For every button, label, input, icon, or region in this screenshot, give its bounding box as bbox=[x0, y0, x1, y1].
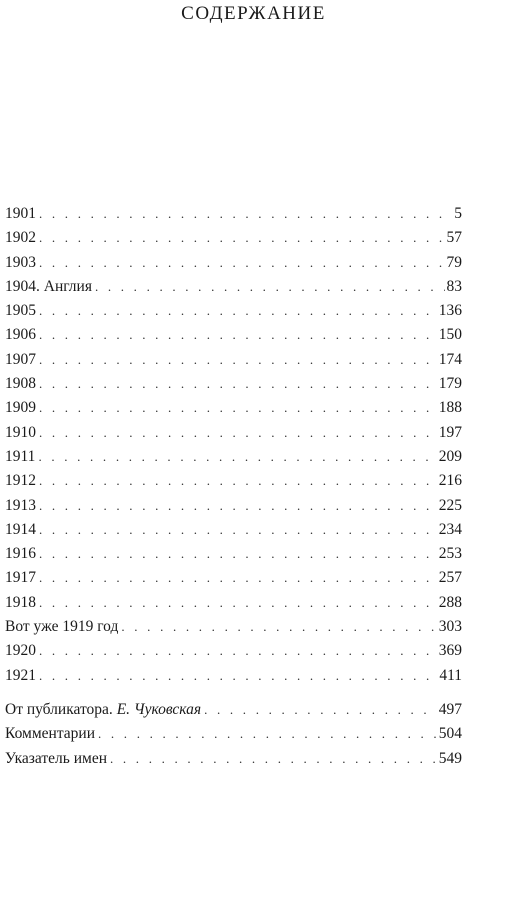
toc-dot-leader bbox=[39, 639, 437, 663]
toc-entry bbox=[5, 445, 462, 469]
toc-dot-leader bbox=[39, 518, 437, 542]
toc-entry-label bbox=[5, 566, 39, 590]
toc-entry-author: Е. Чуковская bbox=[116, 700, 202, 718]
toc-entry bbox=[5, 348, 462, 372]
toc-dot-leader bbox=[204, 698, 437, 722]
toc-entry bbox=[5, 372, 462, 396]
toc-entry-page-number: 257 bbox=[438, 569, 462, 587]
toc-dot-leader bbox=[39, 542, 437, 566]
toc-entry-title: От публикатора. bbox=[5, 700, 113, 718]
toc-entry-page-number: 5 bbox=[454, 205, 462, 222]
toc-entry-title: 1914 bbox=[5, 520, 36, 538]
toc-entry bbox=[5, 722, 462, 746]
toc-dot-leader bbox=[110, 747, 437, 771]
toc-entry-page-number: 179 bbox=[438, 375, 462, 393]
toc-entry bbox=[5, 591, 462, 615]
toc-entry-label bbox=[5, 615, 121, 639]
toc-dot-leader bbox=[39, 251, 445, 275]
toc-entry-title: Комментарии bbox=[5, 725, 95, 743]
toc-entry-label bbox=[5, 722, 98, 746]
toc-entry bbox=[5, 698, 462, 722]
toc-entry bbox=[5, 542, 462, 566]
toc-entry bbox=[5, 323, 462, 347]
toc-entry-page-number: 174 bbox=[438, 350, 462, 368]
toc-entry-title: 1912 bbox=[5, 472, 36, 490]
toc-entry bbox=[5, 421, 462, 445]
toc-entry bbox=[5, 566, 462, 590]
toc-dot-leader bbox=[95, 275, 445, 299]
toc-entry-title: 1904. Англия bbox=[5, 277, 92, 295]
toc-dot-leader bbox=[39, 202, 452, 226]
toc-entry bbox=[5, 639, 462, 663]
toc-entry-page-number: 253 bbox=[438, 545, 462, 563]
toc-dot-leader bbox=[39, 664, 437, 688]
toc-entry-page-number: 83 bbox=[446, 277, 462, 295]
toc-entry-title: 1916 bbox=[5, 545, 36, 563]
toc-entry-title: 1906 bbox=[5, 326, 36, 344]
toc-dot-leader bbox=[39, 494, 437, 518]
toc-entry-page-number: 150 bbox=[438, 326, 462, 344]
toc-entry bbox=[5, 202, 462, 226]
toc-main-section bbox=[5, 202, 462, 688]
toc-dot-leader bbox=[38, 445, 436, 469]
toc-dot-leader bbox=[39, 226, 445, 250]
toc-dot-leader bbox=[39, 372, 437, 396]
toc-entry-page-number: 288 bbox=[438, 593, 462, 611]
toc-dot-leader bbox=[39, 566, 437, 590]
toc-dot-leader bbox=[39, 323, 437, 347]
toc-entry-title: 1910 bbox=[5, 423, 36, 441]
toc-entry-label bbox=[5, 202, 39, 226]
toc-entry-label bbox=[5, 445, 38, 469]
toc-entry-title: 1905 bbox=[5, 302, 36, 320]
toc-entry-title: 1902 bbox=[5, 229, 36, 247]
toc-entry-title: Указатель имен bbox=[5, 749, 107, 767]
toc-entry bbox=[5, 518, 462, 542]
toc-dot-leader bbox=[39, 348, 437, 372]
toc-entry-page-number: 57 bbox=[446, 229, 462, 247]
toc-entry-title: 1920 bbox=[5, 642, 36, 660]
toc-entry-label bbox=[5, 469, 39, 493]
toc-back-matter-section bbox=[5, 698, 462, 771]
toc-entry bbox=[5, 494, 462, 518]
toc-entry-label bbox=[5, 664, 39, 688]
toc-entry-title: 1907 bbox=[5, 350, 36, 368]
toc-entry-page-number: 79 bbox=[446, 253, 462, 271]
toc-entry-title: 1917 bbox=[5, 569, 36, 587]
toc-entry-page-number: 497 bbox=[438, 700, 462, 718]
toc-dot-leader bbox=[39, 396, 437, 420]
table-of-contents bbox=[5, 202, 462, 771]
toc-entry-title: 1909 bbox=[5, 399, 36, 417]
page-title: СОДЕРЖАНИЕ bbox=[181, 3, 326, 24]
toc-entry-title: 1903 bbox=[5, 253, 36, 271]
toc-entry-label bbox=[5, 518, 39, 542]
toc-entry-page-number: 504 bbox=[438, 725, 462, 743]
toc-entry-label bbox=[5, 299, 39, 323]
toc-dot-leader bbox=[39, 421, 437, 445]
toc-dot-leader bbox=[39, 591, 437, 615]
toc-entry-page-number: 225 bbox=[438, 496, 462, 514]
toc-entry-label bbox=[5, 747, 110, 771]
toc-entry bbox=[5, 469, 462, 493]
toc-entry-page-number: 303 bbox=[438, 618, 462, 636]
toc-entry-label bbox=[5, 591, 39, 615]
toc-entry-label bbox=[5, 542, 39, 566]
toc-entry bbox=[5, 251, 462, 275]
toc-entry bbox=[5, 275, 462, 299]
toc-entry-page-number: 136 bbox=[438, 302, 462, 320]
toc-entry-page-number: 216 bbox=[438, 472, 462, 490]
toc-entry bbox=[5, 396, 462, 420]
toc-entry-title: 1901 bbox=[5, 205, 36, 222]
toc-entry-page-number: 197 bbox=[438, 423, 462, 441]
toc-entry-page-number: 369 bbox=[438, 642, 462, 660]
toc-entry-label bbox=[5, 494, 39, 518]
toc-entry bbox=[5, 299, 462, 323]
toc-entry-page-number: 188 bbox=[438, 399, 462, 417]
toc-entry-label bbox=[5, 421, 39, 445]
toc-entry-title: 1921 bbox=[5, 666, 36, 684]
toc-entry-title: 1913 bbox=[5, 496, 36, 514]
toc-entry-page-number: 209 bbox=[438, 447, 462, 465]
toc-entry-title: 1918 bbox=[5, 593, 36, 611]
toc-entry bbox=[5, 226, 462, 250]
toc-dot-leader bbox=[98, 722, 437, 746]
toc-entry-label bbox=[5, 275, 95, 299]
toc-dot-leader bbox=[39, 469, 437, 493]
toc-entry-label bbox=[5, 226, 39, 250]
toc-entry-label bbox=[5, 348, 39, 372]
toc-entry-page-number: 234 bbox=[438, 520, 462, 538]
toc-entry-title: 1911 bbox=[5, 447, 36, 465]
toc-entry-label bbox=[5, 698, 204, 722]
toc-entry bbox=[5, 664, 462, 688]
toc-entry-label bbox=[5, 323, 39, 347]
toc-entry-title: Вот уже 1919 год bbox=[5, 618, 119, 636]
toc-entry-title: 1908 bbox=[5, 375, 36, 393]
toc-entry bbox=[5, 615, 462, 639]
toc-entry bbox=[5, 747, 462, 771]
toc-entry-label bbox=[5, 396, 39, 420]
toc-dot-leader bbox=[39, 299, 437, 323]
toc-entry-page-number: 549 bbox=[438, 749, 462, 767]
toc-entry-label bbox=[5, 639, 39, 663]
toc-entry-label bbox=[5, 251, 39, 275]
toc-entry-label bbox=[5, 372, 39, 396]
toc-entry-page-number: 411 bbox=[439, 666, 462, 684]
toc-dot-leader bbox=[121, 615, 436, 639]
